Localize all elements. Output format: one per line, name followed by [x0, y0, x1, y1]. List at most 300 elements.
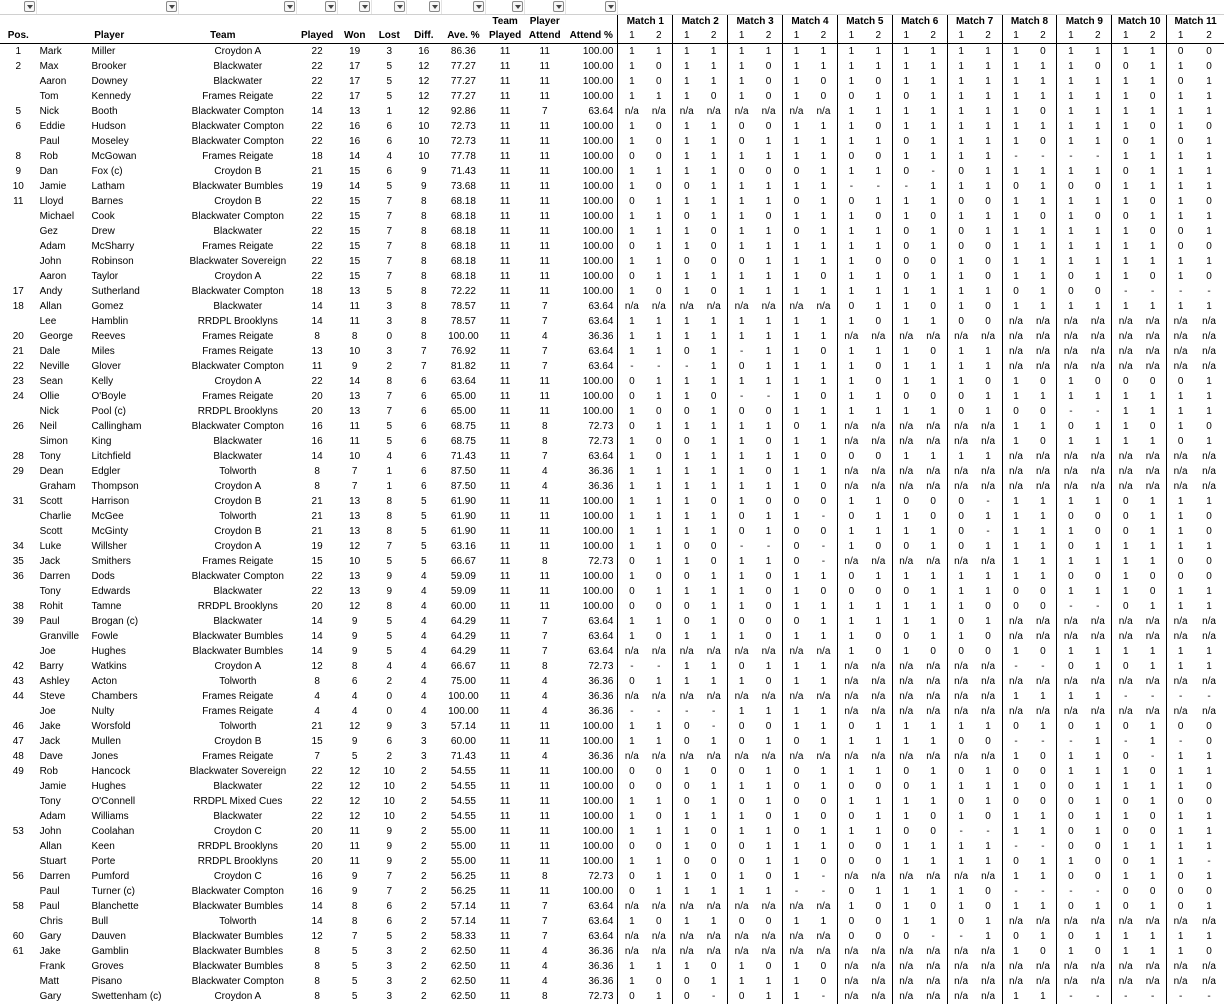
diff-cell[interactable]: 8 [421, 211, 427, 222]
frame-result-cell[interactable]: 1 [728, 824, 755, 839]
pos-cell[interactable]: 46 [12, 721, 24, 732]
frame-result-cell[interactable]: 1 [985, 391, 991, 402]
last-name-cell[interactable]: Callingham [91, 421, 142, 432]
frame-result-cell[interactable]: 1 [1112, 539, 1139, 554]
frame-result-cell[interactable]: 0 [930, 811, 936, 822]
frame-result-cell[interactable]: 0 [1112, 824, 1139, 839]
last-name-cell[interactable]: Glover [91, 361, 121, 372]
frame-result-cell[interactable]: 1 [1112, 299, 1139, 314]
team-cell[interactable]: Tolworth [219, 721, 257, 732]
frame-result-cell[interactable]: 1 [892, 524, 919, 539]
frame-result-cell[interactable]: 0 [656, 976, 662, 987]
frame-result-cell[interactable]: 1 [710, 76, 717, 87]
frame-result-cell[interactable]: 1 [1040, 901, 1046, 912]
frame-result-cell[interactable]: n/a [981, 991, 996, 1002]
frame-result-cell[interactable]: 1 [892, 104, 919, 119]
played-cell[interactable]: 8 [314, 481, 320, 492]
first-name-cell[interactable]: Luke [39, 541, 62, 552]
won-cell[interactable]: 9 [351, 736, 358, 747]
frame-result-cell[interactable]: n/a [1057, 479, 1084, 494]
frame-result-cell[interactable]: n/a [1035, 331, 1050, 342]
frame-result-cell[interactable]: 1 [765, 736, 772, 747]
frame-result-cell[interactable]: 1 [1057, 299, 1084, 314]
first-name-cell[interactable]: Paul [39, 886, 60, 897]
frame-result-cell[interactable]: 0 [947, 539, 974, 554]
table-row[interactable] [0, 254, 1224, 269]
player-attend-cell[interactable]: 11 [539, 181, 550, 192]
frame-result-cell[interactable]: 1 [1040, 181, 1046, 192]
frame-result-cell[interactable]: 0 [783, 614, 810, 629]
frame-result-cell[interactable]: 1 [765, 556, 772, 567]
frame-result-cell[interactable]: 0 [1057, 779, 1084, 794]
diff-cell[interactable]: 2 [421, 781, 427, 792]
frame-result-cell[interactable]: 1 [673, 59, 700, 74]
frame-result-cell[interactable]: 1 [618, 509, 645, 524]
team-played-cell[interactable]: 11 [499, 46, 511, 57]
frame-result-cell[interactable]: 1 [1002, 989, 1029, 1004]
frame-result-cell[interactable]: 1 [783, 989, 810, 1004]
team-played-cell[interactable]: 11 [499, 811, 511, 822]
frame-result-cell[interactable]: 0 [985, 646, 991, 657]
team-cell[interactable]: Croydon B [214, 736, 262, 747]
attend-cell[interactable]: 36.36 [588, 676, 614, 687]
player-attend-cell[interactable]: 7 [541, 901, 548, 912]
last-name-cell[interactable]: O'Boyle [91, 391, 127, 402]
filter-dropdown-icon[interactable] [166, 1, 177, 12]
frame-result-cell[interactable]: 1 [673, 119, 700, 134]
frame-result-cell[interactable]: 1 [710, 271, 717, 282]
frame-result-cell[interactable]: 0 [783, 734, 810, 749]
frame-result-cell[interactable]: n/a [837, 989, 864, 1004]
frame-result-cell[interactable]: 0 [673, 254, 700, 269]
attend-cell[interactable]: 100.00 [582, 526, 614, 537]
ave-cell[interactable]: 55.00 [450, 826, 476, 837]
player-attend-cell[interactable]: 11 [539, 571, 550, 582]
frame-result-cell[interactable]: n/a [728, 299, 755, 314]
frame-result-cell[interactable]: 1 [673, 959, 700, 974]
team-cell[interactable]: RRDPL Brooklyns [197, 601, 278, 612]
won-cell[interactable]: 16 [349, 121, 361, 132]
frame-result-cell[interactable]: 1 [765, 826, 772, 837]
frame-result-cell[interactable]: 1 [1040, 571, 1046, 582]
frame-result-cell[interactable]: 1 [820, 706, 827, 717]
ave-cell[interactable]: 65.00 [450, 406, 476, 417]
frame-result-cell[interactable]: n/a [761, 301, 776, 312]
team-cell[interactable]: Croydon A [214, 661, 262, 672]
frame-result-cell[interactable]: 0 [930, 256, 936, 267]
frame-result-cell[interactable]: 1 [892, 794, 919, 809]
frame-result-cell[interactable]: n/a [871, 871, 886, 882]
team-cell[interactable]: Croydon B [214, 166, 262, 177]
frame-result-cell[interactable]: 1 [1095, 136, 1101, 147]
frame-result-cell[interactable]: - [892, 179, 919, 194]
team-played-cell[interactable]: 11 [499, 346, 511, 357]
last-name-cell[interactable]: Chambers [91, 691, 138, 702]
frame-result-cell[interactable]: 0 [1040, 946, 1046, 957]
frame-result-cell[interactable]: 0 [1040, 766, 1046, 777]
frame-result-cell[interactable]: 1 [1112, 764, 1139, 779]
won-cell[interactable]: 13 [349, 511, 361, 522]
lost-cell[interactable]: 0 [386, 331, 393, 342]
frame-result-cell[interactable]: 1 [728, 74, 755, 89]
frame-result-cell[interactable]: - [1151, 991, 1155, 1002]
frame-result-cell[interactable]: 1 [1149, 526, 1156, 537]
team-cell[interactable]: RRDPL Brooklyns [197, 841, 278, 852]
frame-result-cell[interactable]: 1 [1040, 991, 1046, 1002]
frame-result-cell[interactable]: 1 [892, 404, 919, 419]
last-name-cell[interactable]: Pisano [91, 976, 123, 987]
frame-result-cell[interactable]: 0 [985, 256, 991, 267]
frame-result-cell[interactable]: - [986, 826, 990, 837]
frame-result-cell[interactable]: 0 [985, 316, 991, 327]
filter-dropdown-icon[interactable] [473, 1, 484, 12]
frame-result-cell[interactable]: - [1041, 736, 1045, 747]
played-cell[interactable]: 14 [311, 646, 323, 657]
played-cell[interactable]: 8 [314, 466, 320, 477]
frame-result-cell[interactable]: 1 [1149, 496, 1156, 507]
frame-result-cell[interactable]: 1 [875, 166, 882, 177]
last-name-cell[interactable]: Taylor [91, 271, 119, 282]
table-row[interactable] [0, 119, 1224, 134]
frame-result-cell[interactable]: n/a [1167, 704, 1194, 719]
frame-result-cell[interactable]: 1 [710, 511, 717, 522]
frame-result-cell[interactable]: 1 [1149, 736, 1156, 747]
frame-result-cell[interactable]: 0 [765, 721, 772, 732]
frame-result-cell[interactable]: 0 [1040, 751, 1046, 762]
table-row[interactable] [0, 704, 1224, 719]
frame-result-cell[interactable]: 1 [1206, 76, 1212, 87]
frame-result-cell[interactable]: 0 [618, 764, 645, 779]
frame-result-cell[interactable]: - [821, 556, 826, 567]
frame-result-cell[interactable]: 1 [783, 239, 810, 254]
table-row[interactable] [0, 674, 1224, 689]
frame-result-cell[interactable]: 0 [1057, 509, 1084, 524]
frame-result-cell[interactable]: n/a [871, 706, 886, 717]
diff-cell[interactable]: 12 [418, 61, 430, 72]
team-cell[interactable]: Frames Reigate [202, 751, 274, 762]
pos-cell[interactable] [0, 254, 37, 269]
lost-cell[interactable]: 6 [386, 736, 393, 747]
frame-result-cell[interactable]: 0 [892, 779, 919, 794]
table-row[interactable] [0, 974, 1224, 989]
frame-result-cell[interactable]: 0 [1206, 271, 1212, 282]
lost-cell[interactable]: 9 [386, 586, 393, 597]
frame-result-cell[interactable]: 1 [1149, 181, 1156, 192]
frame-result-cell[interactable]: 0 [1149, 826, 1156, 837]
frame-result-cell[interactable]: 0 [710, 841, 717, 852]
played-cell[interactable]: 15 [311, 736, 323, 747]
frame-result-cell[interactable]: n/a [926, 331, 941, 342]
frame-result-cell[interactable]: 1 [1040, 391, 1046, 402]
player-attend-cell[interactable]: 11 [539, 286, 550, 297]
frame-result-cell[interactable]: 1 [1040, 226, 1046, 237]
attend-cell[interactable]: 72.73 [588, 871, 614, 882]
frame-result-cell[interactable]: 1 [618, 224, 645, 239]
diff-cell[interactable]: 8 [421, 301, 427, 312]
team-cell[interactable]: Blackwater [213, 226, 263, 237]
frame-result-cell[interactable]: - [728, 344, 755, 359]
frame-result-cell[interactable]: n/a [728, 944, 755, 959]
last-name-cell[interactable]: Turner (c) [91, 886, 135, 897]
frame-result-cell[interactable]: 0 [783, 554, 810, 569]
lost-cell[interactable]: 9 [386, 826, 393, 837]
played-cell[interactable]: 20 [311, 826, 323, 837]
frame-result-cell[interactable]: 0 [930, 901, 936, 912]
frame-result-cell[interactable]: 1 [1112, 269, 1139, 284]
frame-result-cell[interactable]: 1 [1002, 779, 1029, 794]
player-attend-cell[interactable]: 11 [539, 136, 550, 147]
team-cell[interactable]: Croydon B [214, 526, 262, 537]
frame-result-cell[interactable]: 1 [930, 616, 936, 627]
first-name-cell[interactable]: Adam [39, 811, 66, 822]
frame-result-cell[interactable]: 1 [1040, 301, 1046, 312]
frame-result-cell[interactable]: n/a [871, 481, 886, 492]
attend-cell[interactable]: 100.00 [582, 721, 614, 732]
frame-result-cell[interactable]: 1 [930, 451, 936, 462]
lost-cell[interactable]: 7 [386, 391, 393, 402]
frame-result-cell[interactable]: n/a [1167, 674, 1194, 689]
frame-result-cell[interactable]: 0 [765, 916, 772, 927]
diff-cell[interactable]: 8 [421, 331, 427, 342]
first-name-cell[interactable]: Barry [39, 661, 64, 672]
lost-cell[interactable]: 5 [386, 421, 393, 432]
frame-result-cell[interactable]: 1 [1095, 91, 1101, 102]
frame-result-cell[interactable]: 1 [765, 886, 772, 897]
frame-result-cell[interactable]: 0 [673, 599, 700, 614]
frame-result-cell[interactable]: 0 [875, 316, 882, 327]
frame-result-cell[interactable]: n/a [706, 106, 721, 117]
frame-result-cell[interactable]: 0 [947, 914, 974, 929]
frame-result-cell[interactable]: 1 [1002, 689, 1029, 704]
player-attend-cell[interactable]: 11 [539, 256, 550, 267]
frame-result-cell[interactable]: 0 [618, 839, 645, 854]
diff-cell[interactable]: 8 [421, 226, 427, 237]
frame-result-cell[interactable]: 1 [1149, 856, 1156, 867]
frame-result-cell[interactable]: 0 [820, 91, 827, 102]
frame-result-cell[interactable]: 1 [1095, 496, 1101, 507]
table-row[interactable] [0, 614, 1224, 629]
frame-result-cell[interactable]: 0 [930, 511, 936, 522]
lost-cell[interactable]: 7 [386, 871, 393, 882]
pos-cell[interactable] [0, 854, 37, 869]
last-name-cell[interactable]: Brooker [91, 61, 127, 72]
frame-result-cell[interactable]: 1 [1095, 691, 1101, 702]
frame-result-cell[interactable]: 1 [618, 179, 645, 194]
frame-result-cell[interactable]: 0 [930, 301, 936, 312]
frame-result-cell[interactable]: n/a [1145, 916, 1160, 927]
frame-result-cell[interactable]: 0 [1167, 374, 1194, 389]
frame-result-cell[interactable]: 1 [875, 616, 882, 627]
frame-result-cell[interactable]: 0 [783, 824, 810, 839]
team-played-cell[interactable]: 11 [499, 121, 511, 132]
lost-cell[interactable]: 8 [386, 526, 393, 537]
team-cell[interactable]: Blackwater Compton [191, 976, 284, 987]
ave-cell[interactable]: 63.64 [450, 376, 476, 387]
last-name-cell[interactable]: Dauven [91, 931, 126, 942]
pos-cell[interactable] [0, 314, 37, 329]
table-row[interactable] [0, 869, 1224, 884]
frame-result-cell[interactable]: 1 [710, 571, 717, 582]
frame-result-cell[interactable]: 0 [892, 824, 919, 839]
frame-result-cell[interactable]: 1 [892, 914, 919, 929]
won-cell[interactable]: 19 [349, 46, 361, 57]
frame-result-cell[interactable]: 0 [1112, 59, 1139, 74]
table-row[interactable] [0, 959, 1224, 974]
table-row[interactable] [0, 434, 1224, 449]
diff-cell[interactable]: 6 [421, 391, 427, 402]
frame-result-cell[interactable]: n/a [1145, 346, 1160, 357]
frame-result-cell[interactable]: 0 [820, 796, 827, 807]
frame-result-cell[interactable]: 1 [765, 181, 772, 192]
frame-result-cell[interactable]: 1 [892, 569, 919, 584]
team-cell[interactable]: Croydon B [214, 496, 262, 507]
frame-result-cell[interactable]: n/a [892, 659, 919, 674]
frame-result-cell[interactable]: 0 [765, 466, 772, 477]
ave-cell[interactable]: 54.55 [450, 796, 476, 807]
diff-cell[interactable]: 3 [421, 736, 427, 747]
frame-result-cell[interactable]: 1 [1095, 226, 1101, 237]
frame-result-cell[interactable]: n/a [1112, 674, 1139, 689]
frame-result-cell[interactable]: 1 [1095, 76, 1101, 87]
pos-cell[interactable] [0, 884, 37, 899]
frame-result-cell[interactable]: n/a [926, 661, 941, 672]
frame-result-cell[interactable]: 1 [1095, 766, 1101, 777]
frame-result-cell[interactable]: 1 [820, 61, 827, 72]
ave-cell[interactable]: 60.00 [450, 601, 476, 612]
frame-result-cell[interactable]: 0 [728, 989, 755, 1004]
frame-result-cell[interactable]: 1 [1112, 869, 1139, 884]
pos-cell[interactable] [0, 779, 37, 794]
player-attend-cell[interactable]: 11 [539, 721, 550, 732]
last-name-cell[interactable]: Willsher [91, 541, 128, 552]
frame-result-cell[interactable]: n/a [1202, 451, 1216, 462]
lost-cell[interactable]: 3 [386, 346, 393, 357]
frame-result-cell[interactable]: 0 [1057, 929, 1084, 944]
frame-result-cell[interactable]: 0 [618, 419, 645, 434]
frame-result-cell[interactable]: 0 [1057, 284, 1084, 299]
frame-result-cell[interactable]: 0 [892, 134, 919, 149]
frame-result-cell[interactable]: 1 [875, 571, 882, 582]
frame-result-cell[interactable]: 1 [1167, 524, 1194, 539]
ave-cell[interactable]: 68.18 [450, 196, 476, 207]
last-name-cell[interactable]: Nulty [91, 706, 115, 717]
lost-cell[interactable]: 9 [386, 856, 393, 867]
frame-result-cell[interactable]: 1 [783, 254, 810, 269]
last-name-cell[interactable]: Sutherland [91, 286, 140, 297]
frame-result-cell[interactable]: n/a [651, 901, 666, 912]
frame-result-cell[interactable]: 1 [1002, 494, 1029, 509]
frame-result-cell[interactable]: 1 [985, 586, 991, 597]
frame-result-cell[interactable]: n/a [1145, 706, 1160, 717]
frame-result-cell[interactable]: 1 [1002, 899, 1029, 914]
frame-result-cell[interactable]: n/a [926, 871, 941, 882]
frame-result-cell[interactable]: 0 [1002, 854, 1029, 869]
diff-cell[interactable]: 10 [418, 136, 430, 147]
frame-result-cell[interactable]: 0 [930, 646, 936, 657]
frame-result-cell[interactable]: n/a [1090, 481, 1105, 492]
frame-result-cell[interactable]: 1 [1040, 556, 1046, 567]
frame-result-cell[interactable]: 0 [1149, 811, 1156, 822]
frame-result-cell[interactable]: 1 [820, 721, 827, 732]
played-cell[interactable]: 15 [311, 556, 323, 567]
frame-result-cell[interactable]: 1 [783, 509, 810, 524]
frame-result-cell[interactable]: 0 [728, 404, 755, 419]
ave-cell[interactable]: 78.57 [450, 301, 476, 312]
frame-result-cell[interactable]: 0 [1040, 406, 1046, 417]
frame-result-cell[interactable]: 0 [837, 929, 864, 944]
frame-result-cell[interactable]: 0 [656, 571, 662, 582]
attend-cell[interactable]: 63.64 [588, 106, 614, 117]
lost-cell[interactable]: 7 [386, 226, 393, 237]
frame-result-cell[interactable]: 0 [892, 269, 919, 284]
first-name-cell[interactable]: Allan [39, 301, 62, 312]
frame-result-cell[interactable]: n/a [981, 661, 996, 672]
frame-result-cell[interactable]: 0 [710, 766, 717, 777]
diff-cell[interactable]: 4 [421, 616, 427, 627]
frame-result-cell[interactable]: 1 [710, 181, 717, 192]
frame-result-cell[interactable]: 1 [930, 76, 936, 87]
team-cell[interactable]: Croydon A [214, 991, 262, 1002]
frame-result-cell[interactable]: n/a [1090, 616, 1105, 627]
pos-cell[interactable] [0, 434, 37, 449]
frame-result-cell[interactable]: 0 [875, 901, 882, 912]
frame-result-cell[interactable]: 0 [710, 391, 717, 402]
diff-cell[interactable]: 2 [421, 916, 427, 927]
frame-result-cell[interactable]: 1 [1112, 404, 1139, 419]
frame-result-cell[interactable]: 1 [1167, 659, 1194, 674]
frame-result-cell[interactable]: 0 [930, 346, 936, 357]
frame-result-cell[interactable]: n/a [1167, 329, 1194, 344]
team-played-cell[interactable]: 11 [499, 631, 511, 642]
frame-result-cell[interactable]: 1 [947, 269, 974, 284]
frame-result-cell[interactable]: 0 [985, 601, 991, 612]
first-name-cell[interactable]: Lloyd [39, 196, 64, 207]
frame-result-cell[interactable]: 1 [728, 674, 755, 689]
frame-result-cell[interactable]: 1 [783, 449, 810, 464]
frame-result-cell[interactable]: 1 [1112, 434, 1139, 449]
first-name-cell[interactable]: Gez [39, 226, 58, 237]
table-row[interactable] [0, 929, 1224, 944]
frame-result-cell[interactable]: 1 [618, 539, 645, 554]
frame-result-cell[interactable]: 0 [673, 179, 700, 194]
player-attend-cell[interactable]: 7 [541, 316, 548, 327]
frame-result-cell[interactable]: 1 [673, 509, 700, 524]
frame-result-cell[interactable]: 1 [892, 734, 919, 749]
frame-result-cell[interactable]: 0 [1149, 271, 1156, 282]
last-name-cell[interactable]: Dods [91, 571, 115, 582]
player-attend-cell[interactable]: 8 [541, 991, 548, 1002]
frame-result-cell[interactable]: n/a [837, 434, 864, 449]
frame-result-cell[interactable]: n/a [1057, 344, 1084, 359]
last-name-cell[interactable]: Hughes [91, 646, 126, 657]
frame-result-cell[interactable]: n/a [761, 751, 776, 762]
frame-result-cell[interactable]: 1 [875, 61, 882, 72]
frame-result-cell[interactable]: n/a [947, 419, 974, 434]
pos-cell[interactable]: 48 [12, 751, 24, 762]
frame-result-cell[interactable]: 1 [985, 286, 991, 297]
team-played-cell[interactable]: 11 [499, 496, 511, 507]
frame-result-cell[interactable]: 1 [947, 104, 974, 119]
frame-result-cell[interactable]: 1 [1206, 586, 1212, 597]
team-cell[interactable]: RRDPL Brooklyns [197, 856, 278, 867]
frame-result-cell[interactable]: 1 [1002, 74, 1029, 89]
frame-result-cell[interactable]: 1 [783, 314, 810, 329]
pos-cell[interactable]: 29 [12, 466, 24, 477]
frame-result-cell[interactable]: n/a [1202, 331, 1216, 342]
ave-cell[interactable]: 77.27 [450, 61, 476, 72]
frame-result-cell[interactable]: n/a [1112, 614, 1139, 629]
pos-cell[interactable]: 58 [12, 901, 24, 912]
